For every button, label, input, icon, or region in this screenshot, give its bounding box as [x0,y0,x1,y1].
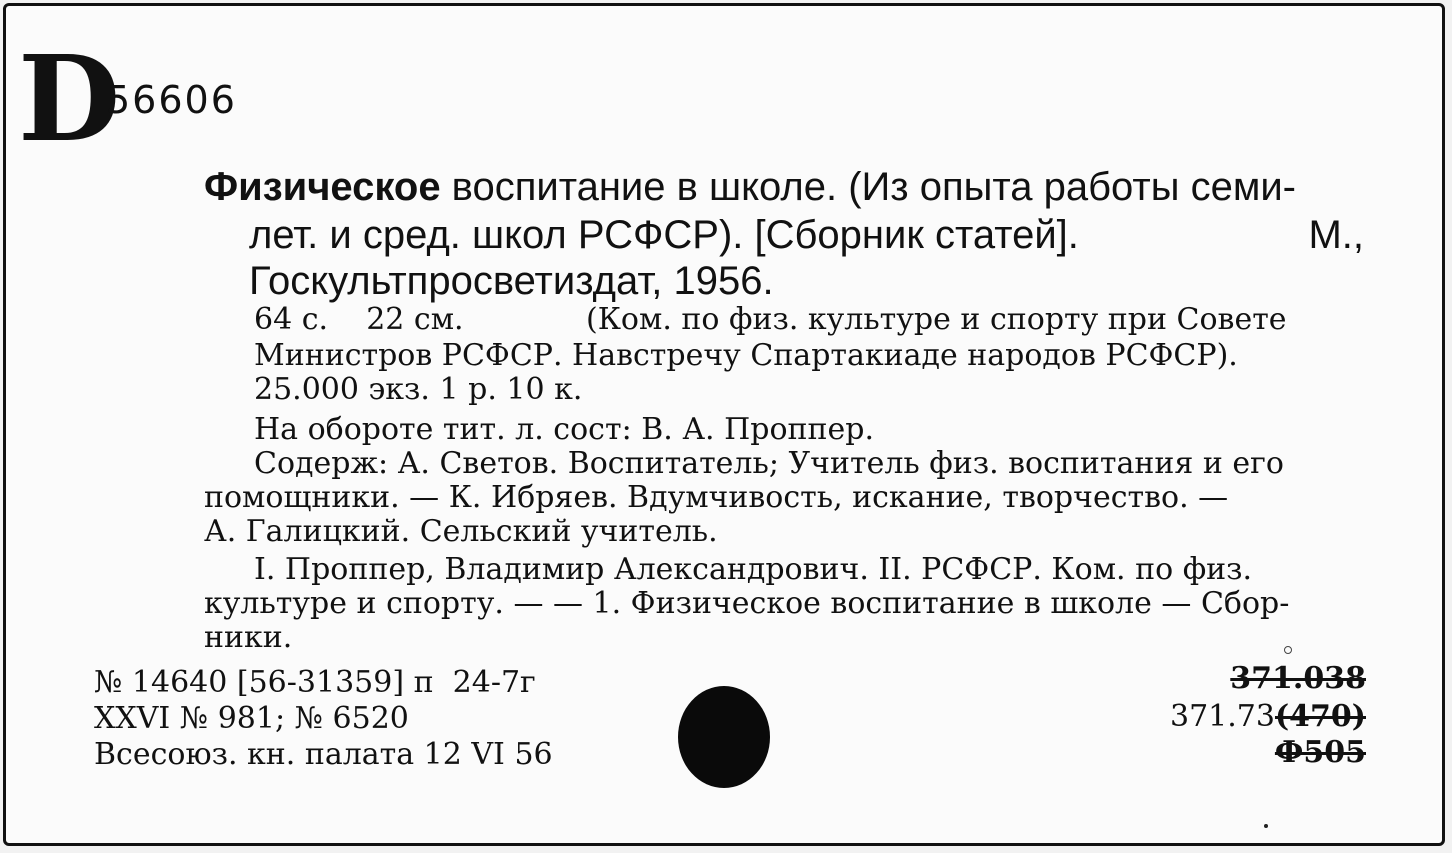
chamber-line: Всесоюз. кн. палата 12 VI 56 [94,737,553,772]
ink-speck [1284,646,1292,654]
price-line: 25.000 экз. 1 р. 10 к. [254,372,583,407]
author-mark: Ф505 [1274,735,1366,770]
title-bold: Физическое [204,165,441,209]
collation: 64 с. 22 см. [254,302,464,337]
title-rest: воспитание в школе. (Из опыта работы семи- [440,165,1296,209]
verso-note: На обороте тит. л. сост: В. А. Проппер. [254,412,875,447]
tracing-line-2: культуре и спорту. — — 1. Физическое воспитание в школе — Сбор- [204,586,1290,621]
ink-speck [1264,824,1268,828]
catalog-card [3,3,1445,846]
title-line-2: лет. и сред. школ РСФСР). [Сборник статей]. [249,213,1079,257]
tracing-line-1: I. Проппер, Владимир Александрович. II. РСФСР. Ком. по физ. [254,552,1253,587]
place-of-publication: М., [1308,213,1364,257]
contents-line-1: Содерж: А. Светов. Воспитатель; Учитель физ. воспитания и его [254,446,1284,481]
series-line-2: Министров РСФСР. Навстречу Спартакиаде народов РСФСР). [254,338,1238,373]
series-line-1: (Ком. по физ. культуре и спорту при Совете [586,302,1287,337]
publisher-line: Госкультпросветиздат, 1956. [249,259,774,303]
contents-line-2: помощники. — К. Ибряев. Вдумчивость, искание, творчество. — [204,480,1229,515]
classification-struck: 371.038 [1230,661,1366,696]
classification-struck-part: (470) [1274,699,1366,734]
register-line: XXVI № 981; № 6520 [94,701,409,736]
tracing-line-3: ники. [204,620,293,655]
card-number-line: № 14640 [56-31359] п 24-7г [94,665,536,700]
title-line [204,164,1296,210]
punch-hole [678,686,770,788]
classification-number [1170,700,1366,734]
accession-number: 56606 [106,78,237,122]
call-letter: D [18,29,121,168]
classification-main: 371.73 [1170,699,1275,734]
contents-line-3: А. Галицкий. Сельский учитель. [204,514,718,549]
